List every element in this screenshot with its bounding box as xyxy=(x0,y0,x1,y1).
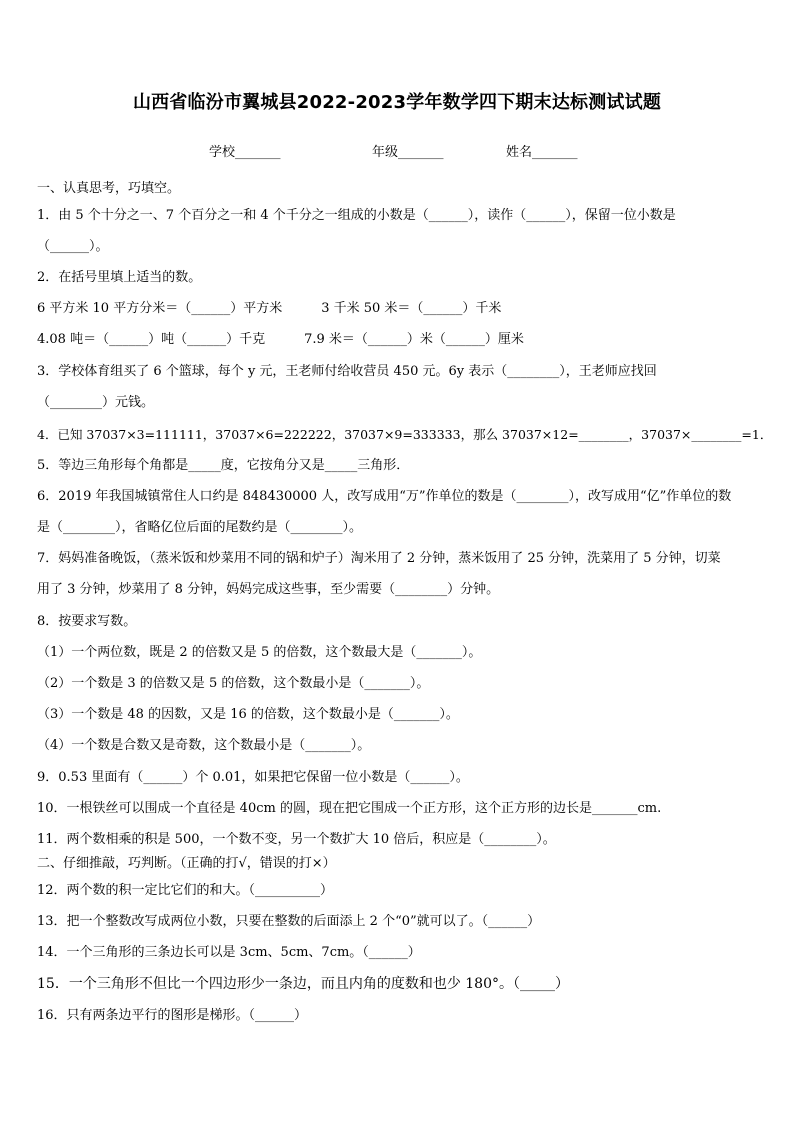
grade-field: 年级_______ xyxy=(372,145,444,160)
question-15: 15．一个三角形不但比一个四边形少一条边，而且内角的度数和也少 180°。（_____） xyxy=(37,976,569,992)
section-heading-judge: 二、仔细推敲，巧判断。（正确的打√，错误的打×） xyxy=(37,856,336,871)
question-3: 3．学校体育组买了 6 个篮球，每个 y 元，王老师付给收营员 450 元。6y 表示（________），王老师应找回 xyxy=(37,364,657,379)
question-8: 8．按要求写数。 xyxy=(37,614,137,629)
question-16: 16．只有两条边平行的图形是梯形。（______） xyxy=(37,1008,308,1023)
question-6-cont: 是（________），省略亿位后面的尾数约是（________）。 xyxy=(37,520,363,535)
question-8-part-1: （1）一个两位数，既是 2 的倍数又是 5 的倍数，这个数最大是（_______）。 xyxy=(37,645,482,660)
question-8-part-2: （2）一个数是 3 的倍数又是 5 的倍数，这个数最小是（_______）。 xyxy=(37,676,430,691)
question-2-row-2: 4.08 吨＝（______）吨（______）千克 7.9 米＝（______）米（______）厘米 xyxy=(37,332,524,347)
question-4: 4．已知 37037×3=111111，37037×6=222222，37037×9=333333，那么 37037×12=________，37037×________=1． xyxy=(37,427,773,442)
question-13: 13．把一个整数改写成两位小数，只要在整数的后面添上 2 个“0”就可以了。（______） xyxy=(37,914,541,929)
question-1-cont: （______）。 xyxy=(37,239,109,254)
question-2-row-1: 6 平方米 10 平方分米＝（______）平方米 3 千米 50 米＝（______）千米 xyxy=(37,301,502,316)
question-14: 14．一个三角形的三条边长可以是 3cm、5cm、7cm。（______） xyxy=(37,945,421,960)
question-9: 9．0.53 里面有（______）个 0.01，如果把它保留一位小数是（______）。 xyxy=(37,770,469,785)
school-field: 学校_______ xyxy=(209,145,281,160)
name-field: 姓名_______ xyxy=(506,145,578,160)
question-10: 10．一根铁丝可以围成一个直径是 40cm 的圆，现在把它围成一个正方形，这个正方形的边长是_______cm. xyxy=(37,801,662,816)
question-3-cont: （________）元钱。 xyxy=(37,395,155,410)
section-heading-fill-in: 一、认真思考，巧填空。 xyxy=(37,181,181,196)
page-title: 山西省临汾市翼城县2022-2023学年数学四下期末达标测试试题 xyxy=(132,92,662,113)
question-8-part-3: （3）一个数是 48 的因数，又是 16 的倍数，这个数最小是（_______）。 xyxy=(37,707,459,722)
question-7-cont: 用了 3 分钟，炒菜用了 8 分钟，妈妈完成这些事，至少需要（________）分钟。 xyxy=(37,582,500,597)
question-1: 1．由 5 个十分之一、7 个百分之一和 4 个千分之一组成的小数是（______），读作（______），保留一位小数是 xyxy=(37,208,676,223)
question-12: 12．两个数的积一定比它们的和大。（__________） xyxy=(37,883,334,898)
question-8-part-4: （4）一个数是合数又是奇数，这个数最小是（_______）。 xyxy=(37,738,371,753)
question-6: 6．2019 年我国城镇常住人口约是 848430000 人，改写成用“万”作单位的数是（________），改写成用“亿”作单位的数 xyxy=(37,489,732,504)
question-11: 11．两个数相乘的积是 500，一个数不变，另一个数扩大 10 倍后，积应是（________）。 xyxy=(37,832,556,847)
question-7: 7．妈妈准备晚饭，（蒸米饭和炒菜用不同的锅和炉子）淘米用了 2 分钟，蒸米饭用了 25 分钟，洗菜用了 5 分钟，切菜 xyxy=(37,551,721,566)
question-2: 2．在括号里填上适当的数。 xyxy=(37,270,202,285)
question-5: 5．等边三角形每个角都是_____度，它按角分又是_____三角形． xyxy=(37,458,410,473)
